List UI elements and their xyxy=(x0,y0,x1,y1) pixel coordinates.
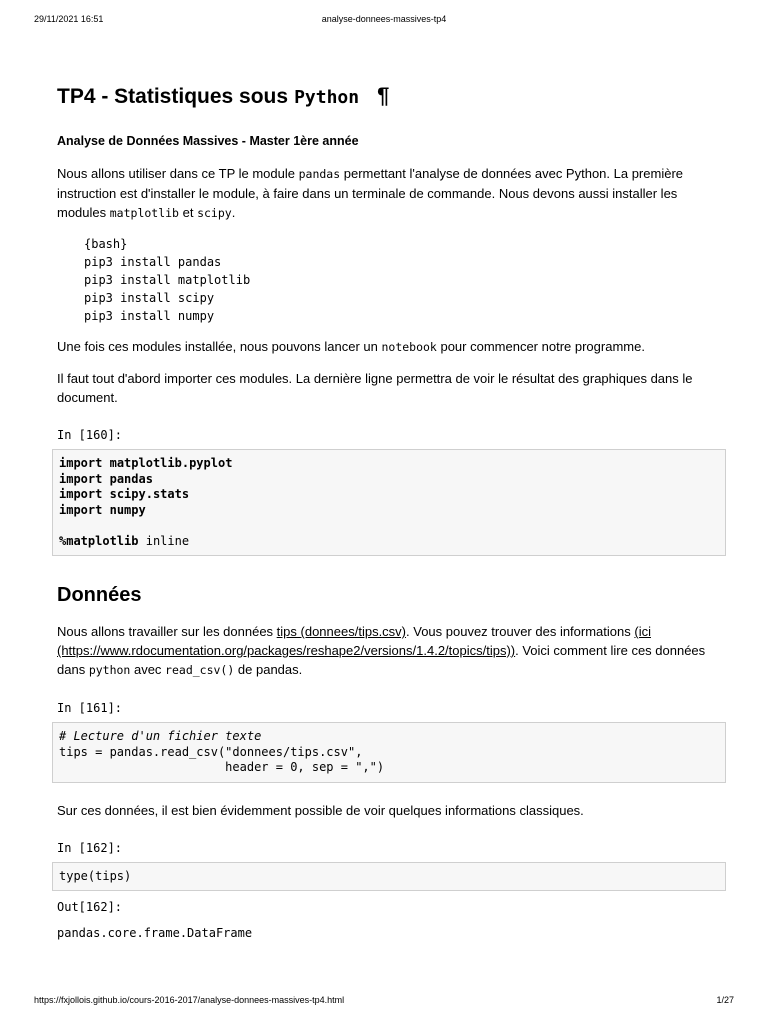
code-matplotlib: matplotlib xyxy=(109,206,179,220)
code-blank-line xyxy=(59,518,719,534)
bash-code-block xyxy=(84,235,717,325)
bash-line: pip3 install matplotlib xyxy=(84,273,251,287)
para2-text-1: Une fois ces modules installée, nous pouvons lancer un xyxy=(57,339,382,354)
code-cell-162[interactable] xyxy=(52,862,726,892)
bash-line: pip3 install pandas xyxy=(84,255,222,269)
keyword-import: import xyxy=(59,471,103,486)
print-header xyxy=(34,14,734,26)
print-footer xyxy=(34,995,734,1007)
input-prompt-162: In [162]: xyxy=(57,840,123,855)
para4-text-5: de pandas. xyxy=(234,662,303,677)
code-line: type(tips) xyxy=(59,868,132,883)
page-title-code: Python xyxy=(294,87,360,108)
code-line xyxy=(59,472,719,488)
keyword-import: import xyxy=(59,456,103,470)
print-datetime: 29/11/2021 16:51 xyxy=(34,14,104,24)
intro-text-1: Nous allons utiliser dans ce TP le module xyxy=(57,166,299,181)
paragraph-import: Il faut tout d'abord importer ces modules. La dernière ligne permettra de voir le résultat des graphiques dans le document. xyxy=(57,371,693,405)
output-prompt-162: Out[162]: xyxy=(57,900,123,914)
code-read-csv: read_csv() xyxy=(165,663,235,677)
rdocumentation-link[interactable]: (ici (https://www.rdocumentation.org/packages/reshape2/versions/1.4.2/topics/tips)) xyxy=(57,624,651,658)
section-title-donnees: Données xyxy=(57,584,142,606)
para4-text-2: . Vous pouvez trouver des informations xyxy=(406,624,635,639)
module-name: matplotlib.pyplot xyxy=(109,456,233,470)
code-comment: # Lecture d'un fichier texte xyxy=(59,729,262,743)
module-name: numpy xyxy=(109,502,146,517)
paragraph-notebook xyxy=(57,337,717,357)
code-line: tips = pandas.read_csv("donnees/tips.csv", xyxy=(59,744,363,759)
code-pandas: pandas xyxy=(298,167,341,181)
print-title: analyse-donnees-massives-tp4 xyxy=(321,14,447,24)
code-line xyxy=(59,487,719,503)
para4-text-1: Nous allons travailler sur les données xyxy=(57,624,277,639)
bash-line: pip3 install numpy xyxy=(84,309,215,323)
code-line xyxy=(59,534,719,550)
module-name: pandas xyxy=(109,471,153,486)
paragraph-info: Sur ces données, il est bien évidemment possible de voir quelques informations classiques. xyxy=(57,802,584,818)
anchor-link-icon[interactable]: ¶ xyxy=(377,83,390,108)
code-notebook: notebook xyxy=(381,340,437,354)
cell-output-162: pandas.core.frame.DataFrame xyxy=(57,926,253,940)
code-cell-160[interactable] xyxy=(52,449,726,556)
code-python: python xyxy=(88,663,131,677)
magic-command: %matplotlib xyxy=(59,533,139,548)
magic-argument: inline xyxy=(145,533,190,548)
bash-line: pip3 install scipy xyxy=(84,291,215,305)
para2-text-2: pour commencer notre programme. xyxy=(436,339,645,354)
page-number: 1/27 xyxy=(716,995,734,1005)
tips-link[interactable]: tips (donnees/tips.csv) xyxy=(276,624,407,639)
bash-line: {bash} xyxy=(84,237,128,251)
intro-text-2: permettant l'analyse de données avec Python. La première instruction est d'installer le module, à faire dans un terminale de commande. Nous devons aussi installer les modules xyxy=(57,166,683,220)
page-title-text: TP4 - Statistiques sous xyxy=(57,85,289,108)
code-line xyxy=(59,503,719,519)
page-title xyxy=(57,82,717,112)
print-url: https://fxjollois.github.io/cours-2016-2017/analyse-donnees-massives-tp4.html xyxy=(34,995,345,1005)
intro-text-4: . xyxy=(231,205,236,220)
input-prompt-161: In [161]: xyxy=(57,701,123,715)
para4-text-3: . Voici comment lire ces données dans xyxy=(57,643,706,677)
code-cell-161[interactable] xyxy=(52,722,726,783)
module-name: scipy.stats xyxy=(109,487,190,501)
para4-text-4: avec xyxy=(130,662,166,677)
keyword-import: import xyxy=(59,487,103,501)
subtitle: Analyse de Données Massives - Master 1ère année xyxy=(57,134,359,148)
code-scipy: scipy xyxy=(197,206,232,220)
keyword-import: import xyxy=(59,502,103,517)
notebook-content xyxy=(57,82,717,941)
intro-text-3: et xyxy=(179,205,198,220)
intro-paragraph xyxy=(57,164,717,223)
input-prompt-160: In [160]: xyxy=(57,428,123,442)
code-line xyxy=(59,456,719,472)
paragraph-donnees xyxy=(57,622,717,680)
code-line: header = 0, sep = ",") xyxy=(59,760,385,774)
